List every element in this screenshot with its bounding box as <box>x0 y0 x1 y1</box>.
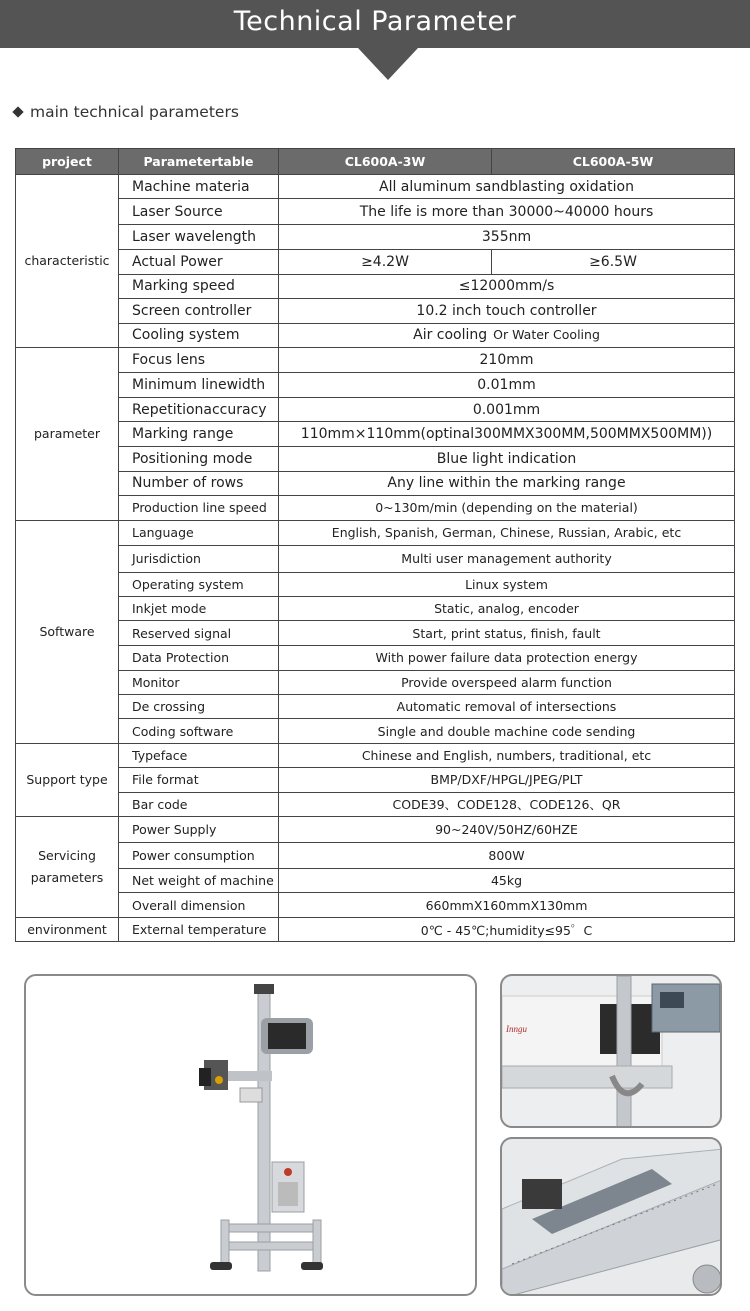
param-value-text: Air cooling <box>413 327 488 344</box>
column-header: project <box>16 149 119 175</box>
value-cl600a-5w: ≥6.5W <box>492 250 735 274</box>
param-value <box>279 917 735 941</box>
table-row <box>16 274 735 298</box>
table-row <box>16 596 735 620</box>
param-name: Jurisdiction <box>119 545 279 572</box>
param-name: Cooling system <box>119 323 279 347</box>
param-value-text: ≤12000mm/s <box>458 278 555 295</box>
param-name: Production line speed <box>119 496 279 520</box>
table-row <box>16 323 735 347</box>
table-row <box>16 869 735 893</box>
param-name: Monitor <box>119 670 279 694</box>
param-name: Language <box>119 520 279 545</box>
param-value-text: 45kg <box>490 873 523 889</box>
param-value <box>279 520 735 545</box>
table-row <box>16 695 735 719</box>
param-value-text: Single and double machine code sending <box>377 723 636 739</box>
param-value-text: Start, print status, finish, fault <box>412 625 601 641</box>
param-value <box>279 768 735 792</box>
table-row <box>16 646 735 670</box>
param-value <box>279 893 735 917</box>
table-row <box>16 471 735 495</box>
param-name: Net weight of machine <box>119 869 279 893</box>
group-label: parameter <box>16 347 119 520</box>
param-value-text: Automatic removal of intersections <box>396 699 617 715</box>
param-value <box>279 397 735 421</box>
param-value <box>279 496 735 520</box>
param-value-text: 0.01mm <box>477 376 536 393</box>
table-row <box>16 397 735 421</box>
header-banner <box>0 0 750 48</box>
param-value <box>279 225 735 250</box>
table-row <box>16 225 735 250</box>
param-value <box>279 471 735 495</box>
param-value <box>279 347 735 372</box>
param-value <box>279 792 735 816</box>
param-value-text: 210mm <box>479 351 534 368</box>
param-name: Actual Power <box>119 250 279 274</box>
param-value-text: 0~130m/min (depending on the material) <box>375 500 638 516</box>
value-cl600a-3w: ≥4.2W <box>279 250 492 274</box>
machine-photo-rail-closeup <box>500 1137 722 1296</box>
param-value-text: 10.2 inch touch controller <box>416 302 597 319</box>
param-name: Repetitionaccuracy <box>119 397 279 421</box>
param-name: External temperature <box>119 917 279 941</box>
param-value <box>279 646 735 670</box>
table-row <box>16 792 735 816</box>
spec-table-body <box>16 175 735 942</box>
param-value-text: CODE39、CODE128、CODE126、QR <box>392 797 621 813</box>
param-name: Laser wavelength <box>119 225 279 250</box>
param-value-text: 0℃ - 45℃;humidity≤95゜C <box>420 922 593 938</box>
machine-photo-full <box>24 974 477 1296</box>
table-row <box>16 670 735 694</box>
param-name: Typeface <box>119 743 279 767</box>
table-row <box>16 520 735 545</box>
param-value-extra: Or Water Cooling <box>493 327 600 343</box>
param-value <box>279 596 735 620</box>
table-row <box>16 843 735 869</box>
param-name: Inkjet mode <box>119 596 279 620</box>
brand-label: Inngu <box>506 1024 527 1034</box>
param-value <box>279 299 735 323</box>
param-name: Power consumption <box>119 843 279 869</box>
table-row <box>16 545 735 572</box>
param-name: Focus lens <box>119 347 279 372</box>
param-value-text: Provide overspeed alarm function <box>401 674 612 690</box>
param-name: De crossing <box>119 695 279 719</box>
param-value-text: 800W <box>488 848 525 864</box>
table-row <box>16 719 735 743</box>
param-value <box>279 719 735 743</box>
group-label: environment <box>16 917 119 941</box>
table-row <box>16 621 735 646</box>
param-value-text: Linux system <box>465 576 548 592</box>
param-value-text: With power failure data protection energy <box>375 650 638 666</box>
param-value-text: All aluminum sandblasting oxidation <box>379 178 634 195</box>
param-value <box>279 869 735 893</box>
table-row <box>16 572 735 596</box>
table-row <box>16 447 735 471</box>
param-value-text: BMP/DXF/HPGL/JPEG/PLT <box>430 772 583 788</box>
param-name: Machine materia <box>119 175 279 199</box>
param-name: Number of rows <box>119 471 279 495</box>
section-heading <box>10 103 239 121</box>
param-value <box>279 572 735 596</box>
param-value <box>279 422 735 447</box>
param-name: Bar code <box>119 792 279 816</box>
param-value <box>279 372 735 397</box>
param-value <box>279 199 735 225</box>
param-name: Marking range <box>119 422 279 447</box>
param-value-text: 90~240V/50HZ/60HZE <box>435 822 578 838</box>
param-value <box>279 817 735 843</box>
param-name: File format <box>119 768 279 792</box>
param-name: Reserved signal <box>119 621 279 646</box>
param-value-text: Multi user management authority <box>401 551 612 567</box>
param-name: Minimum linewidth <box>119 372 279 397</box>
spec-table <box>15 148 735 942</box>
column-header: Parametertable <box>119 149 279 175</box>
param-value <box>279 670 735 694</box>
diamond-bullet-icon <box>12 106 23 117</box>
table-row <box>16 496 735 520</box>
param-name: Power Supply <box>119 817 279 843</box>
param-name: Marking speed <box>119 274 279 298</box>
table-row <box>16 768 735 792</box>
param-value-text: Any line within the marking range <box>387 475 626 492</box>
param-value-text: Blue light indication <box>436 451 577 468</box>
param-name: Positioning mode <box>119 447 279 471</box>
table-row <box>16 422 735 447</box>
table-row <box>16 199 735 225</box>
param-value-text: 355nm <box>481 229 532 246</box>
table-row <box>16 372 735 397</box>
column-header: CL600A-3W <box>279 149 492 175</box>
table-row <box>16 743 735 767</box>
param-name: Operating system <box>119 572 279 596</box>
table-row <box>16 347 735 372</box>
column-header: CL600A-5W <box>492 149 735 175</box>
param-name: Laser Source <box>119 199 279 225</box>
param-value <box>279 843 735 869</box>
param-name: Screen controller <box>119 299 279 323</box>
machine-photo-head-closeup <box>500 974 722 1128</box>
group-label: Support type <box>16 743 119 816</box>
param-value <box>279 743 735 767</box>
param-value-text: Chinese and English, numbers, traditional, etc <box>361 748 652 764</box>
param-value <box>279 621 735 646</box>
param-value-text: English, Spanish, German, Chinese, Russian, Arabic, etc <box>331 525 682 541</box>
param-value <box>279 545 735 572</box>
table-row <box>16 893 735 917</box>
table-row <box>16 175 735 199</box>
table-row <box>16 917 735 941</box>
table-header-row <box>16 149 735 175</box>
section-heading-text: main technical parameters <box>30 103 239 121</box>
param-value <box>279 447 735 471</box>
group-label: characteristic <box>16 175 119 348</box>
laser-head-image <box>502 976 722 1128</box>
param-value <box>279 695 735 719</box>
param-value-text: 110mm×110mm(optinal300MMX300MM,500MMX500MM)) <box>300 426 713 443</box>
param-name: Coding software <box>119 719 279 743</box>
table-row <box>16 299 735 323</box>
laser-marking-machine-image <box>26 976 477 1296</box>
header-notch <box>358 48 418 80</box>
table-row <box>16 250 735 274</box>
param-name: Data Protection <box>119 646 279 670</box>
group-label: Software <box>16 520 119 743</box>
param-name: Overall dimension <box>119 893 279 917</box>
param-value-text: Static, analog, encoder <box>434 601 579 617</box>
param-value <box>279 323 735 347</box>
group-label: Servicing parameters <box>16 817 119 918</box>
param-value-text: The life is more than 30000~40000 hours <box>359 203 654 220</box>
page-title: Technical Parameter <box>233 6 517 37</box>
param-value-text: 0.001mm <box>472 401 541 418</box>
param-value <box>279 274 735 298</box>
table-row <box>16 817 735 843</box>
param-value <box>279 175 735 199</box>
rail-scale-image <box>502 1139 722 1296</box>
param-value-text: 660mmX160mmX130mm <box>425 897 588 913</box>
